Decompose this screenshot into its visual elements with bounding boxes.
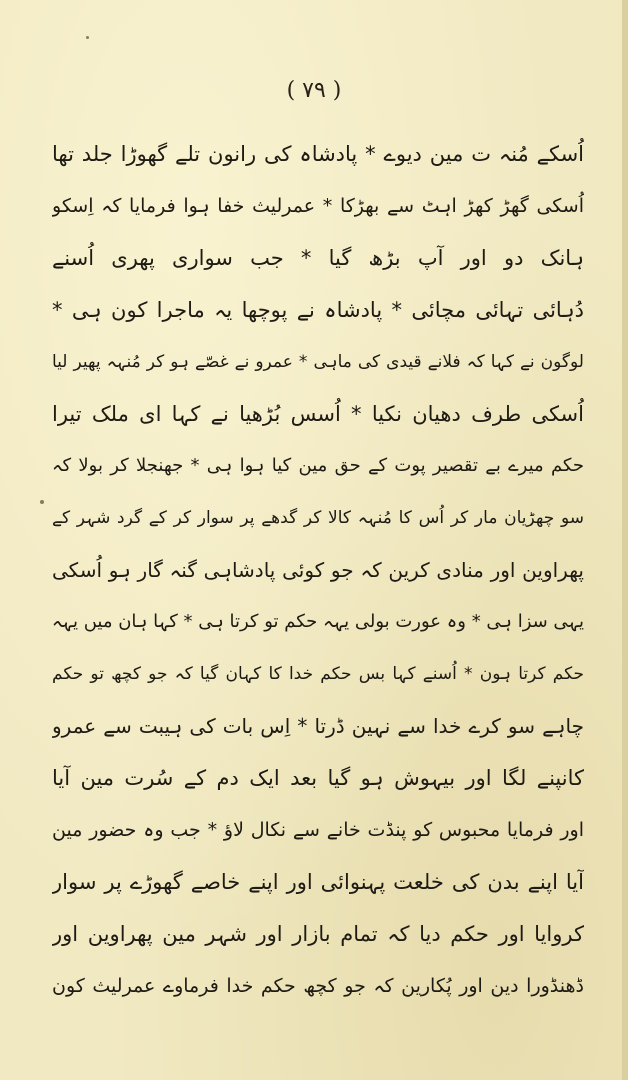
text-line: حکم کرتا ہون * اُسنے کہا بس حکم خدا کا کہان گیا کہ جو کچھ تو حکم	[52, 664, 584, 684]
page-text	[52, 128, 584, 1012]
text-line: سو چھڑیان مار کر اُس کا مُنہہ کالا کر گدھے پر سوار کر کے گرد شہر کے	[52, 508, 584, 528]
ink-spot	[40, 500, 44, 504]
text-line: آیا اپنے بدن کی خلعت پہنوائی اور اپنے خاصے گھوڑے پر سوار	[52, 870, 584, 894]
text-line: یہی سزا ہی * وہ عورت بولی یہہ حکم تو کرتا ہی * کہا ہان میں یہہ	[52, 611, 584, 632]
text-line: اور فرمایا محبوس کو پنڈت خانے سے نکال لاؤ * جب وہ حضور مین	[52, 819, 584, 841]
text-line: ہانک دو اور آپ بڑھ گیا * جب سواری پھری اُسنے	[52, 246, 584, 270]
ink-spot	[86, 36, 89, 39]
text-line: کانپنے لگا اور بیہوش ہو گیا بعد ایک دم کے سُرت مین آیا	[52, 766, 584, 790]
page-number: ( ٧٩ )	[286, 78, 342, 103]
text-line: چاہے سو کرے خدا سے نہین ڈرتا * اِس بات کی ہیبت سے عمرو	[52, 714, 584, 738]
text-line: حکم میرے بے تقصیر پوت کے حق مین کیا ہوا ہی * جھنجلا کر بولا کہ	[52, 455, 584, 476]
text-line: لوگون نے کہا کہ فلانے قیدی کی ماہی * عمرو نے غصّے ہو کر مُنہہ پھیر لیا	[52, 352, 584, 372]
text-line: اُسکے مُنہ ت مین دیوے * پادشاہ کی رانون تلے گھوڑا جلد تھا	[52, 142, 584, 166]
text-line: کروایا اور حکم دیا کہ تمام بازار اور شہر مین پھراوین اور	[52, 922, 584, 946]
text-line: اُسکی طرف دھیان نکیا * اُسس بُڑھیا نے کہا ای ملک تیرا	[52, 402, 584, 426]
text-line: اُسکی گھڑ کھڑ اہٹ سے بھڑکا * عمرلیث خفا ہوا فرمایا کہ اِسکو	[52, 195, 584, 217]
text-line: دُہائی تہائی مچائی * پادشاہ نے پوچھا یہ ماجرا کون ہی *	[52, 298, 584, 322]
text-line: ڈھنڈورا دین اور پُکارین کہ جو کچھ حکم خدا فرماوے عمرلیث کون	[52, 975, 584, 997]
text-line: پھراوین اور منادی کرین کہ جو کوئی پادشاہی گنہ گار ہو اُسکی	[52, 558, 584, 582]
